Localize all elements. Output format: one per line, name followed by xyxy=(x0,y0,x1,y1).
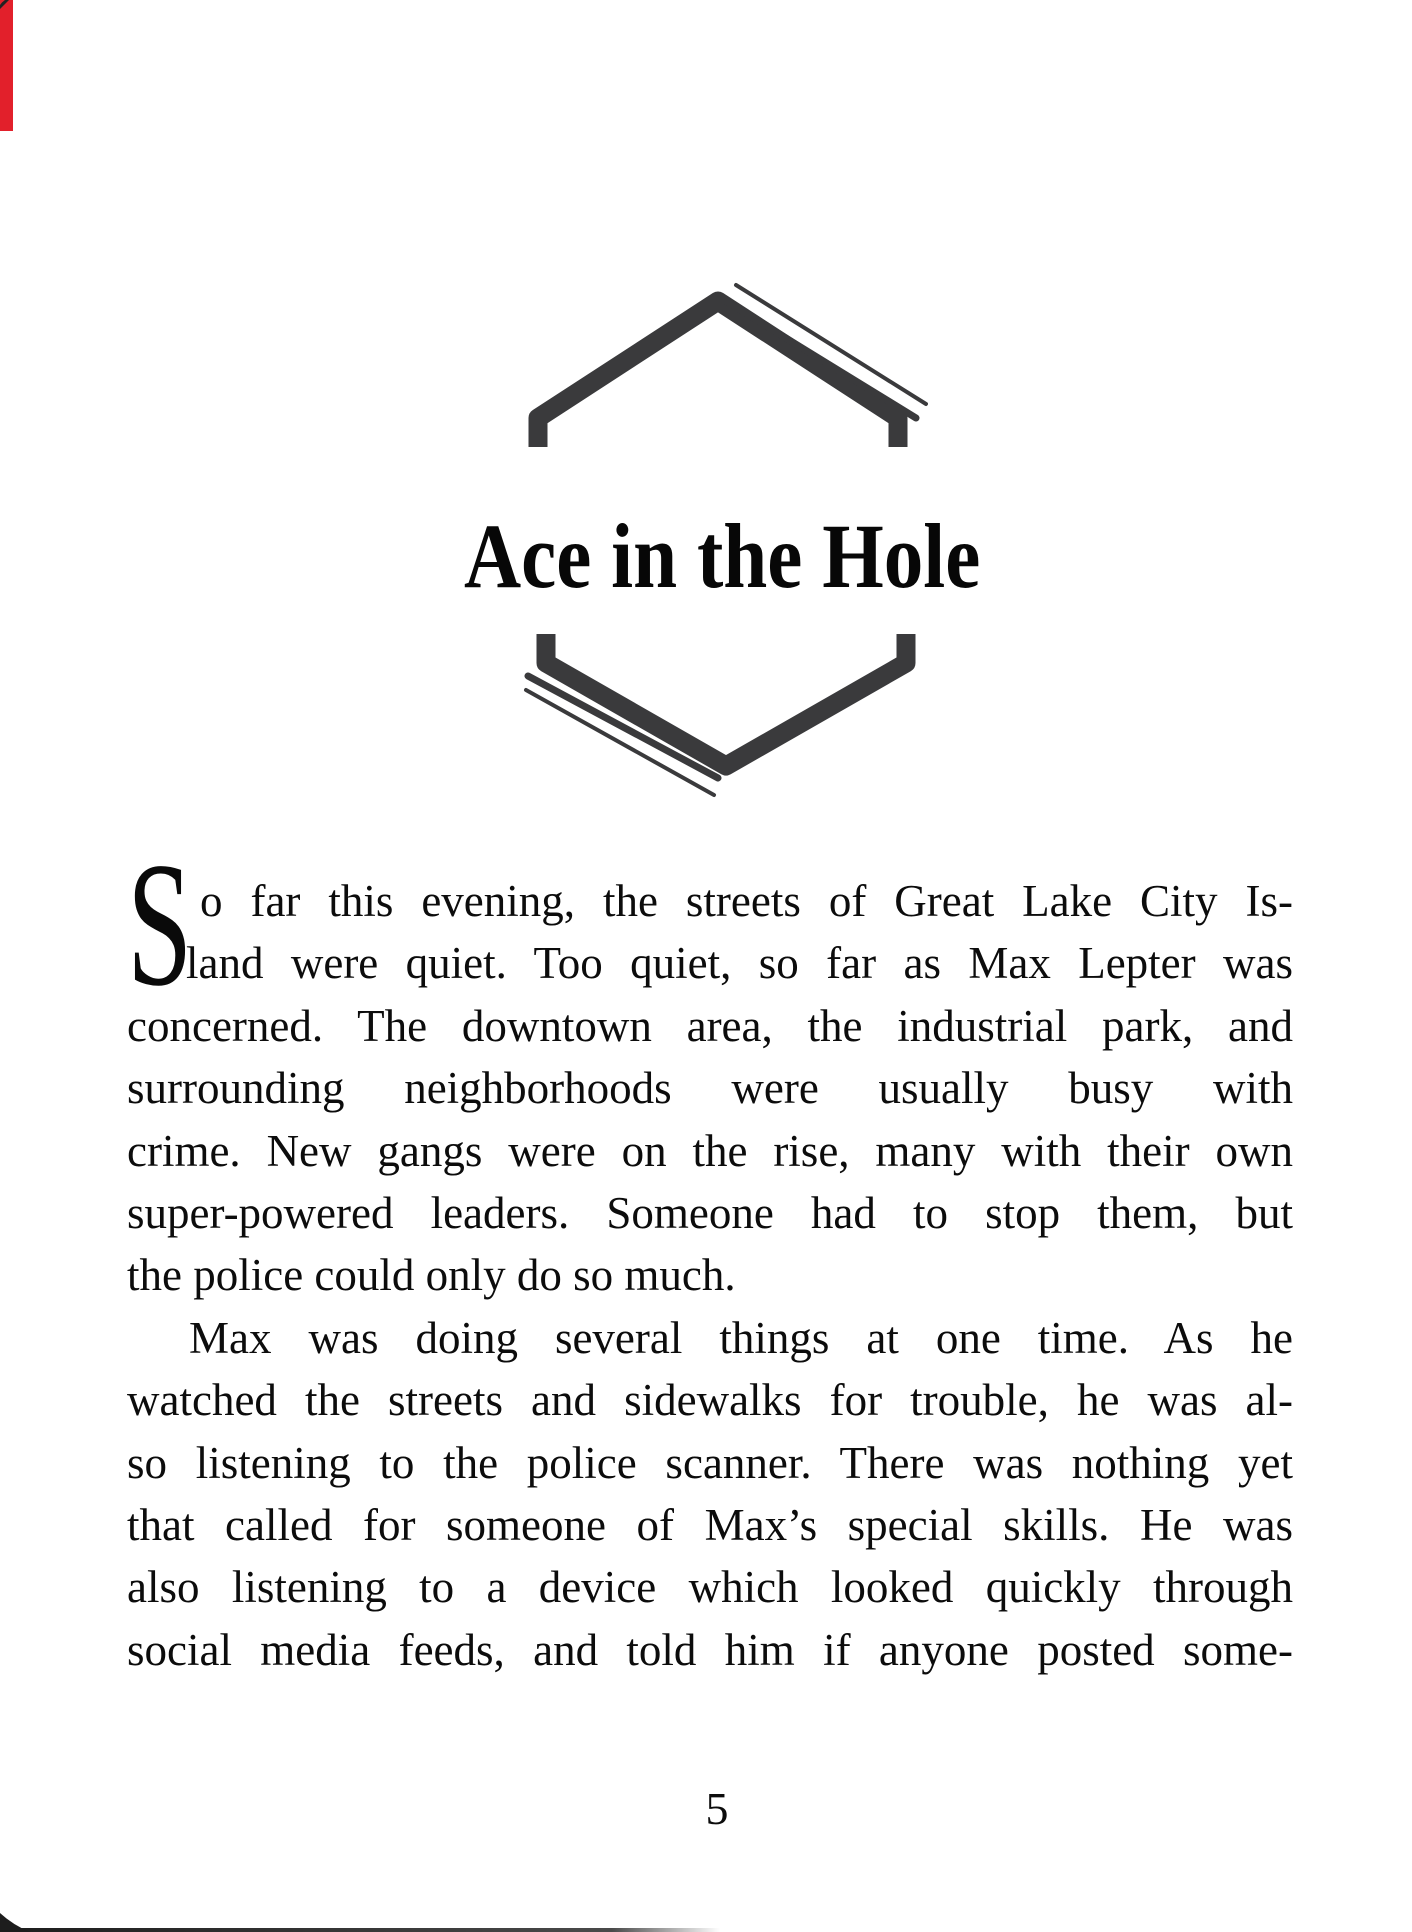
text-line: concerned. The downtown area, the industrial park, and xyxy=(127,1000,1293,1051)
text-line: land were quiet. Too quiet, so far as Max Lepter was xyxy=(186,938,1293,989)
red-edge-marker xyxy=(0,0,13,131)
page-number: 5 xyxy=(705,1783,729,1834)
chapter-title xyxy=(0,506,1412,607)
chapter-title-text: Ace in the Hole xyxy=(463,505,981,607)
page-curl-bottom-left xyxy=(0,1908,720,1932)
body-text xyxy=(127,870,1293,1681)
text-line: watched the streets and sidewalks for trouble, he was al- xyxy=(127,1375,1293,1426)
text-line: so listening to the police scanner. There was nothing yet xyxy=(127,1437,1293,1488)
text-line: surrounding neighborhoods were usually busy with xyxy=(127,1063,1293,1114)
text-line: o far this evening, the streets of Great Lake City Is- xyxy=(200,876,1293,926)
text-line: also listening to a device which looked quickly through xyxy=(127,1562,1293,1613)
page-curl-top-left xyxy=(0,0,14,14)
text-line: Max was doing several things at one time. As he xyxy=(189,1312,1293,1363)
drop-cap: S xyxy=(127,825,193,1023)
text-line: crime. New gangs were on the rise, many with their own xyxy=(127,1125,1293,1176)
text-line: social media feeds, and told him if anyone posted some- xyxy=(127,1624,1293,1675)
text-line: super-powered leaders. Someone had to stop them, but xyxy=(127,1188,1293,1239)
text-line: the police could only do so much. xyxy=(127,1250,736,1301)
text-line: that called for someone of Max’s special skills. He was xyxy=(127,1500,1293,1551)
